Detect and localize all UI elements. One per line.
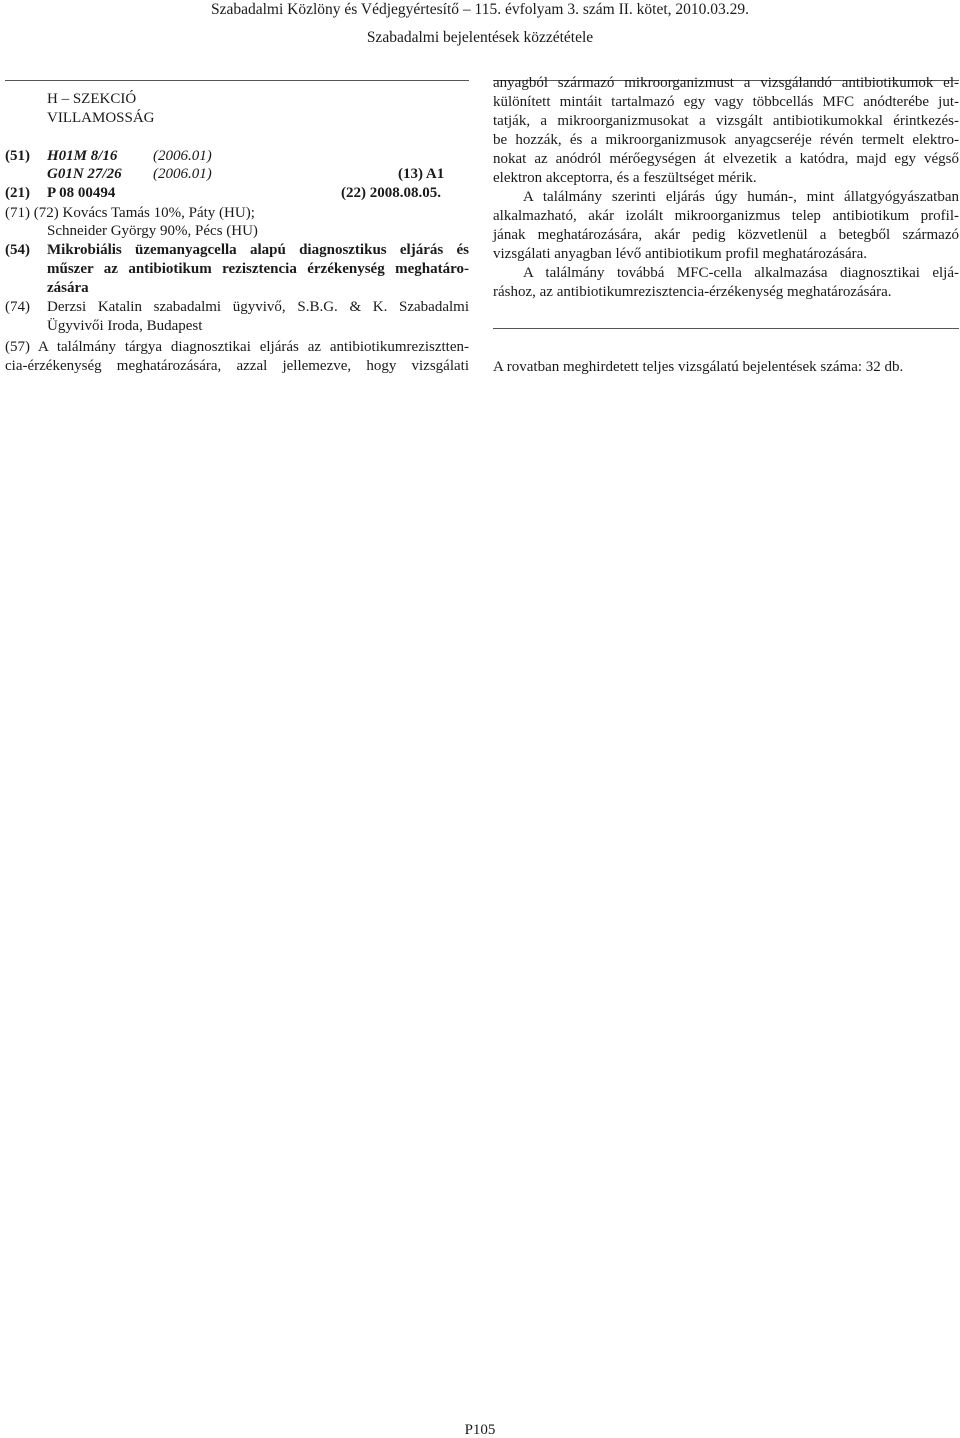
classification-2: G01N 27/26 (47, 166, 122, 182)
classification-2-date: (2006.01) (153, 166, 212, 182)
abstract-cont-line-10: vizsgálati anyagban lévő antibiotikum profil meghatározására. (493, 246, 868, 262)
section-title: H – SZEKCIÓ (47, 91, 137, 107)
abstract-cont-line-3: tatják, a mikroorganizmusokat a vizsgált antibiotikumokkal érintkezés- (493, 113, 959, 129)
abstract-cont-line-11: A találmány továbbá MFC-cella alkalmazása diagnosztikai eljá- (523, 265, 959, 281)
abstract-cont-line-2: különített mintáit tartalmazó egy vagy többcellás MFC anódterébe jut- (493, 94, 959, 110)
invention-title-line-3: zására (47, 280, 89, 296)
left-column (5, 0, 469, 400)
classification-1: H01M 8/16 (47, 148, 118, 164)
abstract-cont-line-9: jának meghatározására, akár pedig közvetlenül a betegből származó (493, 227, 959, 243)
agent-line-1: Derzsi Katalin szabadalmi ügyvivő, S.B.G. & K. Szabadalmi (47, 299, 469, 315)
right-column (493, 0, 959, 400)
field-13: (13) A1 (398, 166, 445, 182)
abstract-cont-line-6: elektron akceptorra, és a feszültséget mérik. (493, 170, 757, 186)
agent-line-2: Ügyvivői Iroda, Budapest (47, 318, 203, 334)
field-71-applicants-cont: Schneider György 90%, Pécs (HU) (47, 223, 258, 239)
section-subtitle: VILLAMOSSÁG (47, 110, 155, 126)
field-54-label: (54) (5, 242, 30, 258)
field-21-label: (21) (5, 185, 30, 201)
abstract-cont-line-7: A találmány szerinti eljárás úgy humán-, mint állatgyógyászatban (523, 189, 959, 205)
abstract-line-1: (57) A találmány tárgya diagnosztikai eljárás az antibiotikumrezisztten- (5, 339, 469, 355)
right-middle-rule (493, 328, 959, 329)
field-71-applicants: (71) (72) Kovács Tamás 10%, Páty (HU); (5, 205, 255, 221)
classification-1-date: (2006.01) (153, 148, 212, 164)
summary-count: A rovatban meghirdetett teljes vizsgálatú bejelentések száma: 32 db. (493, 359, 904, 375)
field-74-label: (74) (5, 299, 30, 315)
abstract-cont-line-5: nokat az anódról mérőegységen át elvezetik a katódra, majd egy végső (493, 151, 959, 167)
field-22-filing-date: (22) 2008.08.05. (341, 185, 441, 201)
journal-header: Szabadalmi Közlöny és Védjegyértesítő – 115. évfolyam 3. szám II. kötet, 2010.03.29. (210, 1, 750, 18)
abstract-cont-line-12: ráshoz, az antibiotikumrezisztencia-érzékenység meghatározására. (493, 284, 892, 300)
field-51-label: (51) (5, 148, 30, 164)
invention-title-line-1: Mikrobiális üzemanyagcella alapú diagnosztikus eljárás és (47, 242, 469, 258)
application-number: P 08 00494 (47, 185, 116, 201)
abstract-cont-line-8: alkalmazható, akár izolált mikroorganizmus telep antibiotikum profil- (493, 208, 959, 224)
section-header: Szabadalmi bejelentések közzététele (366, 29, 594, 46)
page-number: P105 (464, 1422, 496, 1438)
abstract-cont-line-1: anyagból származó mikroorganizmust a vizsgálandó antibiotikumok el- (493, 75, 959, 91)
abstract-cont-line-4: be hozzák, és a mikroorganizmusok anyagcseréje révén termelt elektro- (493, 132, 959, 148)
invention-title-line-2: műszer az antibiotikum rezisztencia érzékenység meghatáro- (47, 261, 469, 277)
abstract-line-2: cia-érzékenység meghatározására, azzal jellemezve, hogy vizsgálati (5, 358, 469, 374)
